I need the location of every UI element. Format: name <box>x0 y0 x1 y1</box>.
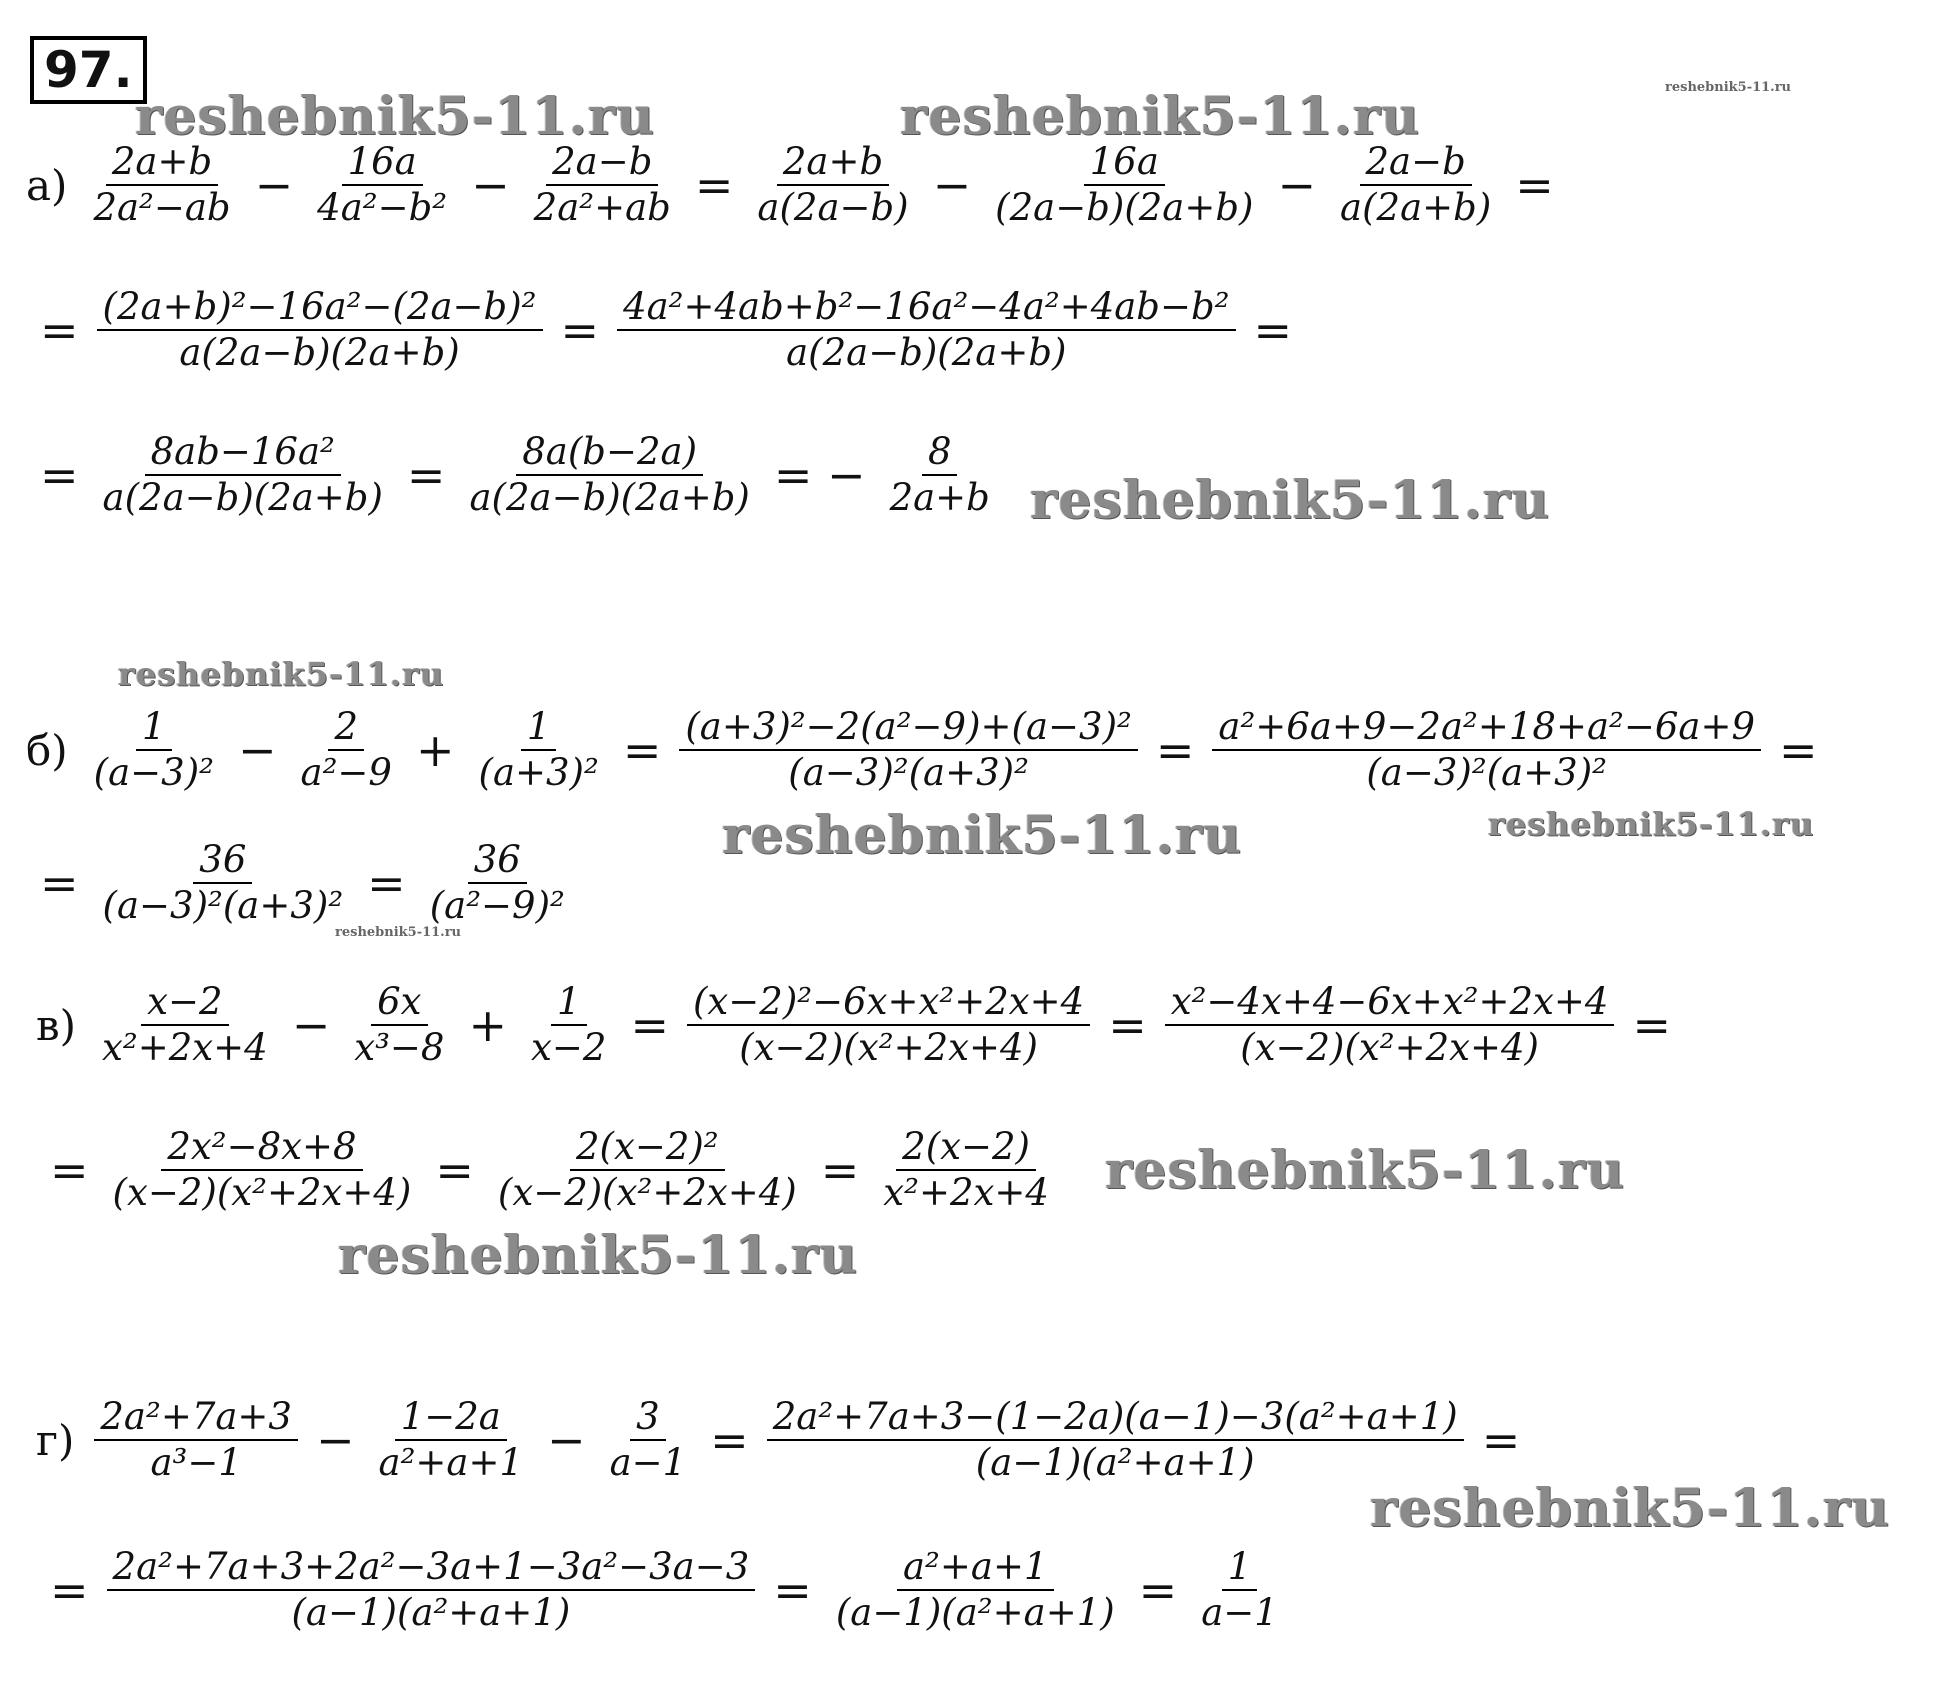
numerator: 8 <box>922 430 958 476</box>
fraction <box>424 838 571 929</box>
equals-sign: = <box>694 158 734 213</box>
denominator: (a−3)²(a+3)² <box>788 751 1029 795</box>
numerator: 2a²+7a+3 <box>94 1395 298 1441</box>
equals-sign: = <box>50 1563 89 1618</box>
fraction <box>1334 140 1497 231</box>
fraction <box>525 980 612 1071</box>
part-label: г) <box>36 1415 75 1465</box>
numerator: 2a+b <box>106 140 218 186</box>
denominator: (a−1)(a²+a+1) <box>835 1591 1115 1635</box>
denominator: a²+a+1 <box>378 1441 524 1485</box>
fraction <box>492 1125 803 1216</box>
numerator: a²+a+1 <box>897 1545 1054 1591</box>
numerator: x−2 <box>141 980 228 1026</box>
denominator: (x−2)(x²+2x+4) <box>739 1026 1038 1070</box>
equals-sign: = <box>560 303 600 358</box>
operator: − <box>237 723 277 778</box>
equals-sign: = <box>1155 723 1195 778</box>
operator: − <box>315 1413 355 1468</box>
part-a-line-2 <box>26 285 1306 376</box>
numerator: 16a <box>1084 140 1165 186</box>
equals-sign: = <box>1778 723 1818 778</box>
denominator: (a²−9)² <box>429 884 565 928</box>
equals-sign: = − <box>773 448 866 503</box>
numerator: 2a²+7a+3+2a²−3a+1−3a²−3a−3 <box>107 1545 756 1591</box>
numerator: a²+6a+9−2a²+18+a²−6a+9 <box>1212 705 1761 751</box>
denominator: a(2a−b)(2a+b) <box>786 331 1067 375</box>
part-a-line-3 <box>26 430 1000 521</box>
numerator: 2 <box>328 705 364 751</box>
numerator: 1 <box>551 980 587 1026</box>
operator: − <box>291 998 331 1053</box>
operator: − <box>471 158 510 213</box>
denominator: 2a²−ab <box>93 186 231 230</box>
numerator: 3 <box>630 1395 666 1441</box>
watermark: reshebnik5-11.ru <box>135 86 656 147</box>
equals-sign: = <box>40 448 79 503</box>
equals-sign: = <box>40 303 79 358</box>
equals-sign: = <box>435 1143 474 1198</box>
numerator: 1 <box>136 705 172 751</box>
equals-sign: = <box>406 448 446 503</box>
fraction <box>687 980 1090 1071</box>
fraction <box>87 140 236 231</box>
fraction <box>528 140 677 231</box>
part-label: в) <box>36 1000 77 1050</box>
operator: − <box>932 158 972 213</box>
denominator: (a−3)²(a+3)² <box>102 884 344 928</box>
equals-sign: = <box>1253 303 1293 358</box>
equals-sign: = <box>630 998 669 1053</box>
fraction <box>617 285 1235 376</box>
equals-sign: = <box>820 1143 860 1198</box>
numerator: 1−2a <box>395 1395 507 1441</box>
numerator: 2a+b <box>777 140 889 186</box>
fraction <box>604 1395 693 1486</box>
watermark: reshebnik5-11.ru <box>118 655 445 693</box>
equals-sign: = <box>1632 998 1671 1053</box>
denominator: a(2a−b)(2a+b) <box>469 476 750 520</box>
watermark: reshebnik5-11.ru <box>722 805 1243 866</box>
equals-sign: = <box>1481 1413 1521 1468</box>
fraction <box>295 705 398 796</box>
denominator: x³−8 <box>354 1026 445 1070</box>
equals-sign: = <box>40 856 79 911</box>
watermark: reshebnik5-11.ru <box>1030 470 1551 531</box>
watermark: reshebnik5-11.ru <box>338 1225 859 1286</box>
numerator: 2a−b <box>546 140 658 186</box>
numerator: 1 <box>521 705 557 751</box>
fraction <box>94 1395 298 1486</box>
denominator: a³−1 <box>150 1441 242 1485</box>
watermark: reshebnik5-11.ru <box>900 86 1421 147</box>
part-b-line-2 <box>26 838 575 929</box>
denominator: a−1 <box>1201 1591 1278 1635</box>
denominator: (2a−b)(2a+b) <box>995 186 1254 230</box>
operator: + <box>415 723 455 778</box>
numerator: 2a−b <box>1360 140 1472 186</box>
part-label: а) <box>26 160 68 210</box>
part-d-line-1 <box>36 1395 1534 1486</box>
denominator: x−2 <box>531 1026 607 1070</box>
fraction <box>311 140 453 231</box>
fraction <box>473 705 605 796</box>
fraction <box>830 1545 1121 1636</box>
denominator: x²+2x+4 <box>883 1171 1049 1215</box>
fraction <box>97 285 543 376</box>
numerator: 8ab−16a² <box>145 430 341 476</box>
denominator: (a−3)² <box>93 751 214 795</box>
numerator: 6x <box>371 980 427 1026</box>
numerator: 2(x−2) <box>896 1125 1036 1171</box>
numerator: 1 <box>1222 1545 1258 1591</box>
operator: + <box>468 998 508 1053</box>
equals-sign: = <box>1515 158 1554 213</box>
numerator: 4a²+4ab+b²−16a²−4a²+4ab−b² <box>617 285 1235 331</box>
denominator: (x−2)(x²+2x+4) <box>497 1171 797 1215</box>
denominator: (a−1)(a²+a+1) <box>975 1441 1255 1485</box>
denominator: a−1 <box>609 1441 687 1485</box>
equals-sign: = <box>710 1413 749 1468</box>
watermark: reshebnik5-11.ru <box>1105 1140 1626 1201</box>
numerator: 2x²−8x+8 <box>161 1125 362 1171</box>
equals-sign: = <box>1108 998 1147 1053</box>
numerator: 2(x−2)² <box>570 1125 725 1171</box>
denominator: a(2a−b) <box>757 186 909 230</box>
denominator: (a−1)(a²+a+1) <box>291 1591 571 1635</box>
equals-sign: = <box>50 1143 89 1198</box>
operator: − <box>1277 158 1317 213</box>
equals-sign: = <box>367 856 406 911</box>
fraction <box>751 140 914 231</box>
watermark: reshebnik5-11.ru <box>1488 805 1815 843</box>
denominator: (a−3)²(a+3)² <box>1366 751 1607 795</box>
part-c-line-2 <box>36 1125 1059 1216</box>
part-c-line-1 <box>36 980 1685 1071</box>
fraction <box>373 1395 530 1486</box>
fraction <box>1165 980 1615 1071</box>
fraction <box>1212 705 1761 796</box>
fraction <box>877 1125 1055 1216</box>
watermark: reshebnik5-11.ru <box>335 925 462 940</box>
fraction <box>107 1545 756 1636</box>
fraction <box>679 705 1137 796</box>
denominator: 2a²+ab <box>533 186 671 230</box>
numerator: 8a(b−2a) <box>516 430 703 476</box>
numerator: 16a <box>342 140 423 186</box>
denominator: (x−2)(x²+2x+4) <box>1240 1026 1539 1070</box>
numerator: x²−4x+4−6x+x²+2x+4 <box>1165 980 1615 1026</box>
equals-sign: = <box>773 1563 812 1618</box>
equals-sign: = <box>1138 1563 1178 1618</box>
equals-sign: = <box>622 723 662 778</box>
operator: − <box>547 1413 586 1468</box>
numerator: 2a²+7a+3−(1−2a)(a−1)−3(a²+a+1) <box>767 1395 1464 1441</box>
numerator: (a+3)²−2(a²−9)+(a−3)² <box>679 705 1137 751</box>
denominator: 4a²−b² <box>317 186 448 230</box>
fraction <box>884 430 996 521</box>
numerator: (2a+b)²−16a²−(2a−b)² <box>97 285 543 331</box>
fraction <box>767 1395 1464 1486</box>
part-label: б) <box>26 725 68 775</box>
problem-number: 97. <box>30 36 147 104</box>
fraction <box>1195 1545 1284 1636</box>
fraction <box>88 705 220 796</box>
part-a-line-1 <box>26 140 1568 231</box>
watermark: reshebnik5-11.ru <box>1665 80 1792 95</box>
part-b-line-1 <box>26 705 1832 796</box>
fraction <box>96 980 274 1071</box>
part-d-line-2 <box>36 1545 1288 1636</box>
numerator: 36 <box>193 838 252 884</box>
denominator: a(2a−b)(2a+b) <box>179 331 460 375</box>
denominator: 2a+b <box>889 476 990 520</box>
numerator: 36 <box>468 838 527 884</box>
denominator: a(2a+b) <box>1340 186 1492 230</box>
denominator: (a+3)² <box>478 751 599 795</box>
fraction <box>97 838 350 929</box>
watermark: reshebnik5-11.ru <box>1370 1478 1891 1539</box>
operator: − <box>254 158 294 213</box>
fraction <box>348 980 450 1071</box>
denominator: x²+2x+4 <box>102 1026 268 1070</box>
fraction <box>989 140 1259 231</box>
fraction <box>463 430 755 521</box>
numerator: (x−2)²−6x+x²+2x+4 <box>687 980 1090 1026</box>
fraction <box>107 1125 418 1216</box>
denominator: (x−2)(x²+2x+4) <box>112 1171 412 1215</box>
fraction <box>97 430 389 521</box>
denominator: a²−9 <box>300 751 392 795</box>
denominator: a(2a−b)(2a+b) <box>102 476 383 520</box>
